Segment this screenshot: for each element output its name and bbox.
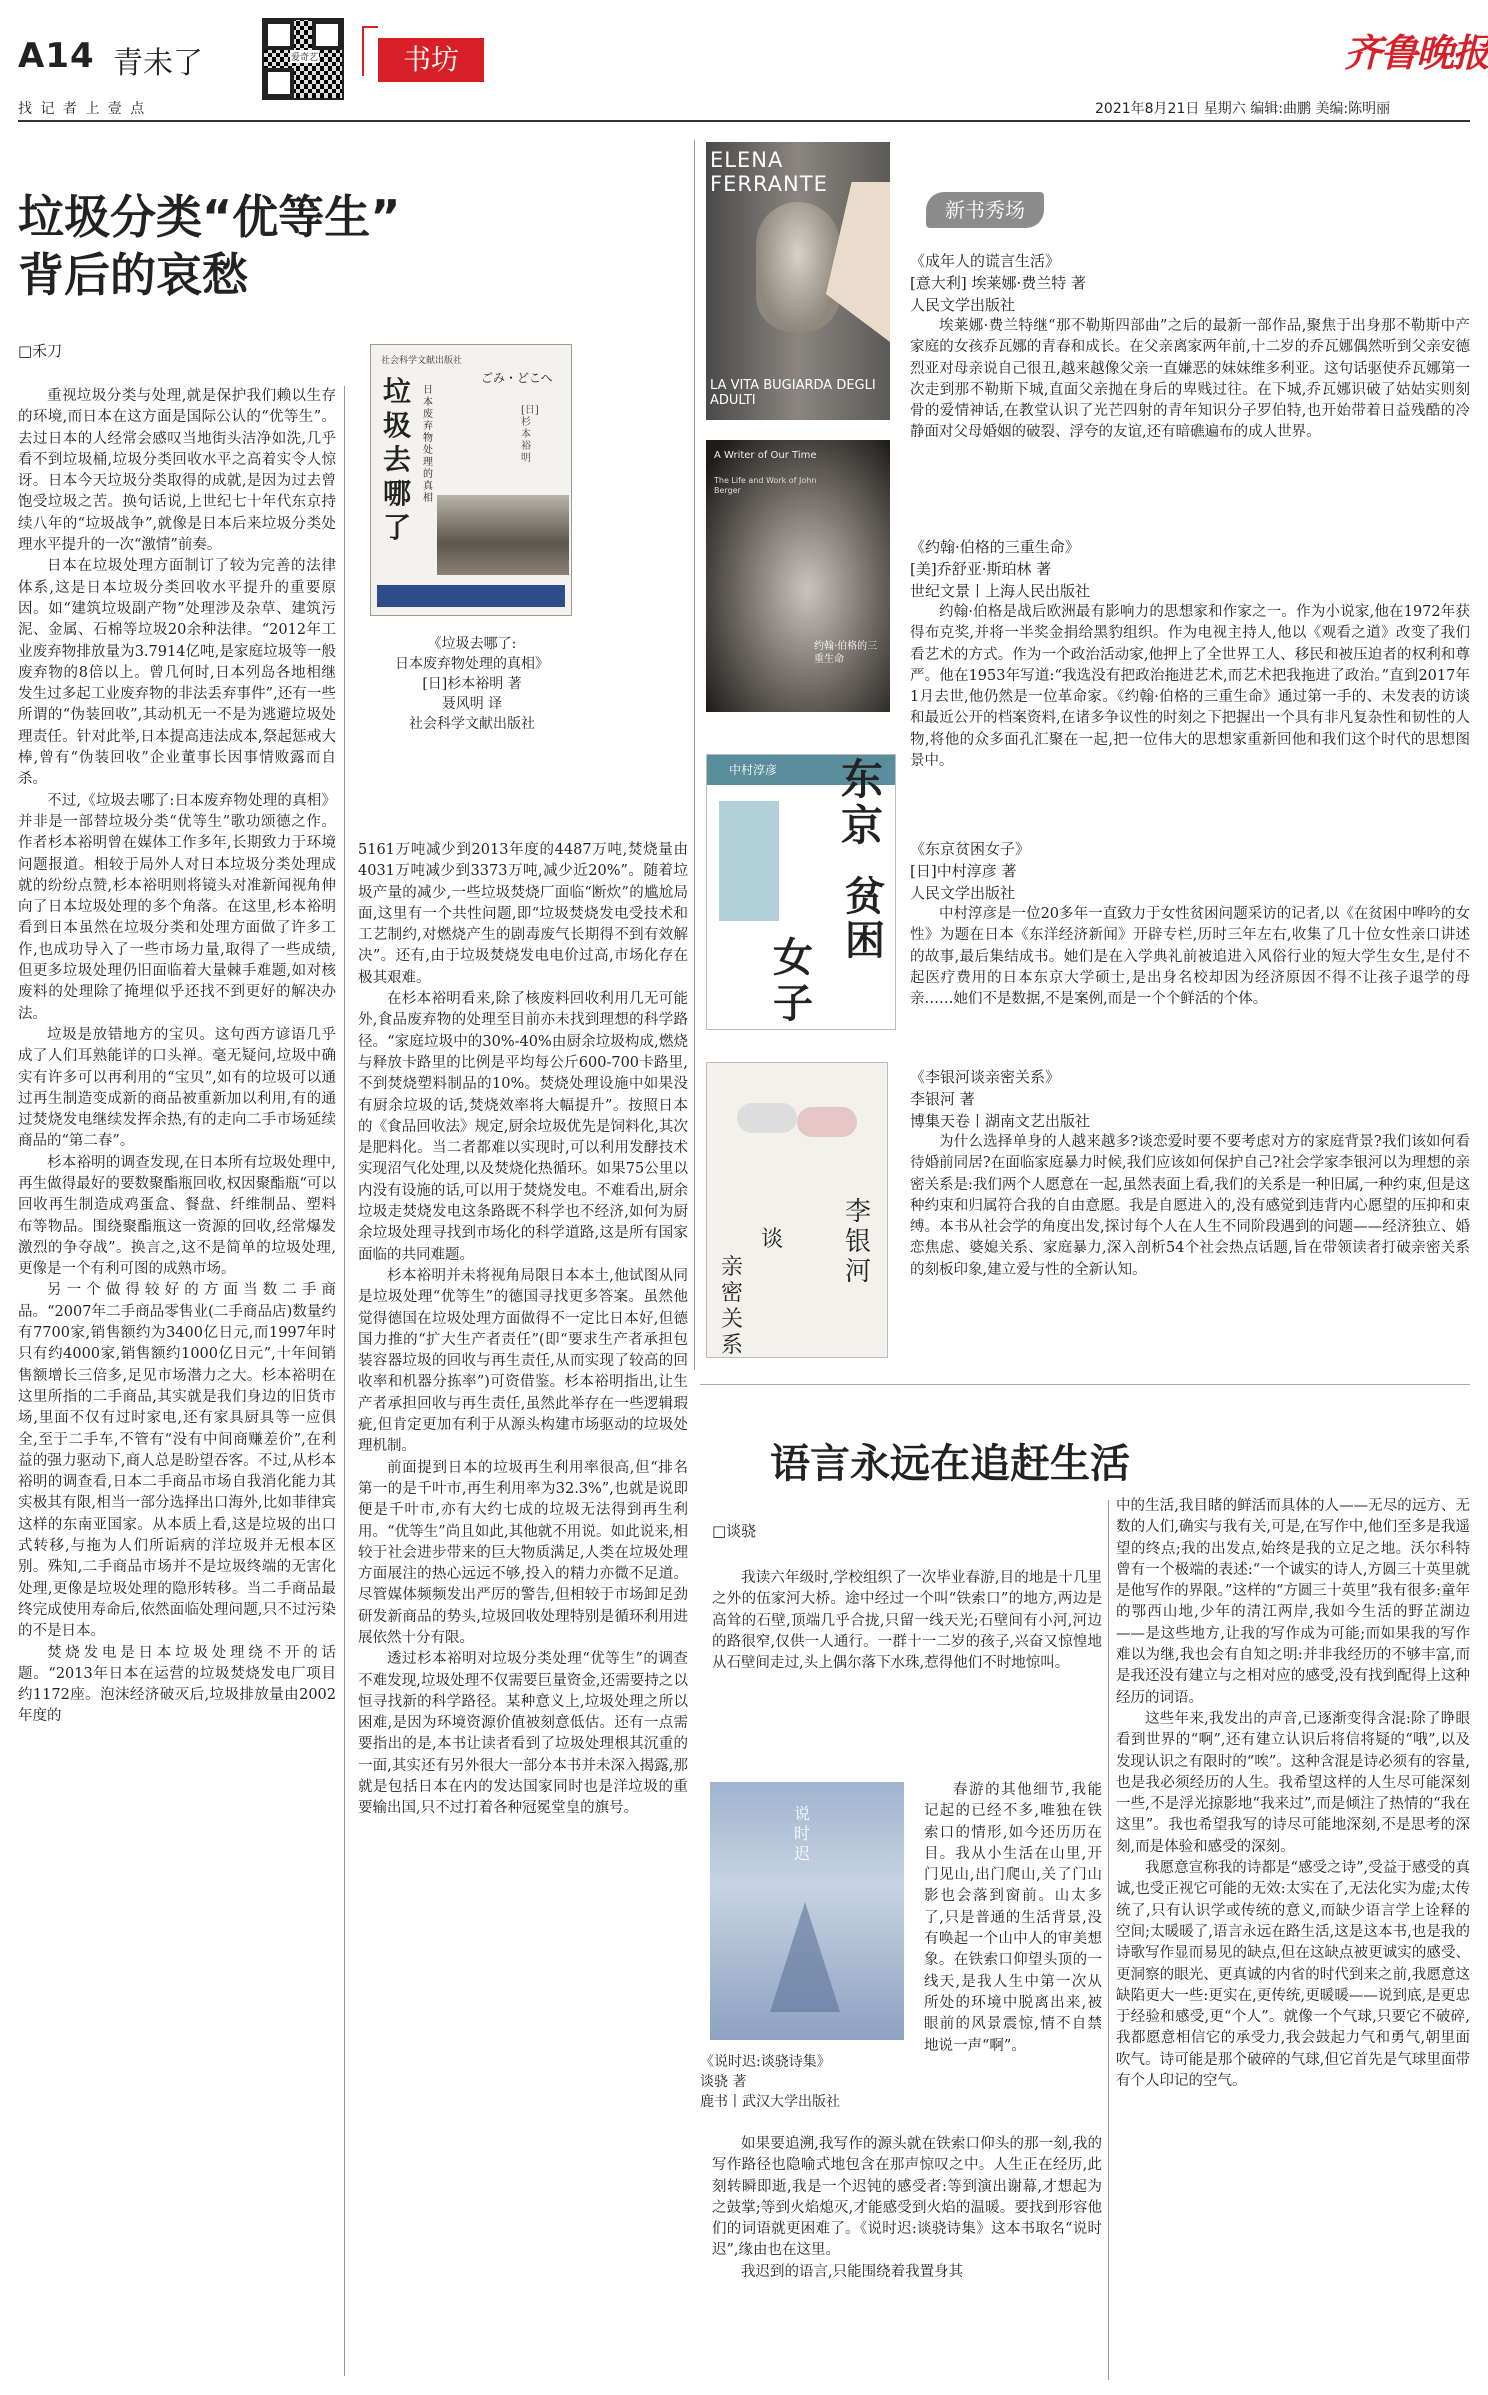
- cover-landfill-photo: [437, 495, 569, 575]
- cover-author: 中村淳彦: [729, 763, 778, 777]
- book-cover-garbage: [370, 344, 572, 616]
- paragraph: 我迟到的语言,只能围绕着我置身其: [741, 2263, 964, 2280]
- cover-author-name: ELENA FERRANTE: [710, 148, 828, 196]
- paragraph: 杉本裕明的调查发现,在日本所有垃圾处理中,再生做得最好的要数聚酯瓶回收,权因聚酯瓶“可以回收再生制造成鸡蛋盒、餐盘、纤维制品、塑料布等物品。围绕聚酯瓶这一资源的回收,经常爆发激烈的争夺战”。换言之,这不是简单的垃圾处理,更像是一个有利可图的成熟市场。: [18, 1154, 336, 1278]
- page-number: A14: [18, 36, 95, 76]
- cover-horse-illustration: [727, 1083, 867, 1173]
- cover-title: 说时迟: [794, 1804, 811, 1863]
- book-title: 《约翰·伯格的三重生命》: [910, 538, 1080, 556]
- tag-bracket-line: [362, 26, 364, 76]
- article2-title: 语言永远在追赶生活: [770, 1441, 1130, 1487]
- caption-author: 谈骁 著: [700, 2074, 747, 2090]
- column-divider: [1108, 1500, 1109, 2380]
- article2-column-2: [1116, 1496, 1470, 2380]
- paragraph: 如果要追溯,我写作的源头就在铁索口仰头的那一刻,我的写作路径也隐喻式地包含在那声惊叹之中。人生正在经历,此刻转瞬即逝,我是一个迟钝的感受者:等到演出谢幕,才想起为之鼓掌;等到火焰熄灭,才能感受到火焰的温暖。要找到形容他们的词语就更困难了。《说时迟:谈骁诗集》这本书取名“说时迟”,缘由也在这里。: [712, 2136, 1102, 2259]
- article1-byline: □禾刀: [18, 342, 63, 360]
- paragraph: 焚烧发电是日本垃圾处理绕不开的话题。“2013年日本在运营的垃圾焚烧发电厂项目约1172座。泡沫经济破灭后,垃圾排放量由2002年度的: [18, 1644, 336, 1725]
- paragraph: 另一个做得较好的方面当数二手商品。“2007年二手商品零售业(二手商品店)数量约有7700家,销售额约为3400亿日元,而1997年时只有约4000家,销售额约1000亿日元”,十年间销售额增长三倍多,足见市场潜力之大。杉本裕明在这里所指的二手商品,其实就是我们身边的旧货市场,里面不仅有过时家电,还有家具厨具等一应俱全,至于二手车,不管有“没有中间商赚差价”,在利益的强力驱动下,商人总是盼望吞客。不过,从杉本裕明的调查看,日本二手商品市场自我消化能力其实极其有限,相当一部分选择出口海外,比如菲律宾这样的东南亚国家。从本质上看,这是垃圾的出口式转移,与拖为人们所诟病的洋垃圾并无根本区别。殊知,二手商品市场并不是垃圾终端的无害化处理,更像是垃圾处理的隐形转移。当二手商品最终完成使用寿命后,依然面临处理问题,只不过污染的不是日本。: [18, 1282, 336, 1640]
- article1-title-line1: 垃圾分类“优等生”: [18, 190, 401, 244]
- article2-top-rule: [700, 1384, 1470, 1385]
- caption-translator: 聂风明 译: [441, 696, 503, 712]
- cover-band: [377, 585, 565, 607]
- cover-author: [日]杉本裕明: [521, 405, 539, 464]
- section-divider: [694, 140, 695, 1370]
- paragraph: 这些年来,我发出的声音,已逐渐变得含混:除了睁眼看到世界的“啊”,还有建立认识后将信将疑的“哦”,以及发现认识之有限时的“唉”。这种含混是诗必须有的容量,也是我必须经历的人生。我希望这样的人生尽可能深刻一些,不是浮光掠影地“我来过”,而是倾注了热情的“我在这里”。我也希望我写的诗尽可能地深刻,不是思考的深刻,而是体验和感受的深刻。: [1116, 1710, 1470, 1855]
- caption-title-1: 《垃圾去哪了:: [427, 636, 517, 652]
- cover-portrait: [756, 202, 840, 332]
- book-description: 埃莱娜·费兰特继“那不勒斯四部曲”之后的最新一部作品,聚焦于出身那不勒斯中产家庭的女孩乔瓦娜的青春和成长。在父亲离家两年前,十二岁的乔瓦娜偶然听到父亲安德烈亚对母亲说自己很丑,越来越像父亲一直嫌恶的妹妹维多利亚。这句话驱使乔瓦娜第一次走到那不勒斯下城,直面父亲抛在身后的卑贱过往。在下城,乔瓦娜识破了姑姑实则刻骨的爱情神话,在教堂认识了光芒四射的青年知识分子罗伯特,也开始带着日益残酷的冷静面对父母婚姻的破裂、浮夸的友谊,还有暗礁遍布的成人世界。: [910, 318, 1470, 441]
- paragraph: 中的生活,我目睹的鲜活而具体的人——无尽的远方、无数的人们,确实与我有关,可是,在写作中,他们至多是我遥望的终点;我的出发点,始终是我的立足之地。沃尔科特曾有一个极端的表述:“一个诚实的诗人,方圆三十英里就是他写作的界限。”这样的“方圆三十英里”我有很多:童年的鄂西山地,少年的清江两岸,我如今生活的野芷湖边——是这些地方,让我的写作成为可能;而如果我的写作难以为继,我也会有自知之明:并非我经历的不够丰富,而是我还没有建立与之相对应的感受,没有找到配得上这种经历的词语。: [1116, 1498, 1470, 1706]
- paragraph: 春游的其他细节,我能记起的已经不多,唯独在铁索口的情形,如今还历历在目。我从小生活在山里,开门见山,出门爬山,关了门山影也会落到窗前。山太多了,只是普通的生活背景,没有唤起一个山中人的审美想象。在铁索口仰望头顶的一线天,是我人生中第一次从所处的环境中脱离出来,被眼前的风景震惊,情不自禁地说一声“啊”。: [924, 1782, 1102, 2054]
- book-title: 《东京贫困女子》: [910, 840, 1031, 858]
- cover-en-title: A Writer of Our Time: [714, 450, 817, 461]
- book-title: 《李银河谈亲密关系》: [910, 1068, 1061, 1086]
- cover-graphic: [719, 801, 779, 921]
- qr-label: 爱奇艺: [290, 50, 319, 63]
- newspaper-logo: 齐鲁晚报: [1344, 30, 1488, 75]
- book-cover-li-yinhe: [706, 1062, 888, 1358]
- caption-author: [日]杉本裕明 著: [422, 676, 522, 692]
- header-rule: [18, 120, 1470, 122]
- article1-caption: [362, 634, 582, 734]
- book-entry-3: [910, 838, 1470, 1010]
- reporter-credits: 找 记 者 上 壹 点: [18, 101, 147, 117]
- article2-byline: □谈骁: [712, 1522, 757, 1540]
- book-entry-4: [910, 1066, 1470, 1281]
- paragraph: 透过杉本裕明对垃圾分类处理“优等生”的调查不难发现,垃圾处理不仅需要巨量资金,还需要持之以恒寻找新的科学路径。某种意义上,垃圾处理之所以困难,是因为环境资源价值被刻意低估。还有一点需要指出的是,本书让读者看到了垃圾处理根其沉重的一面,其实还有另外很大一部分本书并未深入揭露,那就是包括日本在内的发达国家同时也是洋垃圾的重要输出国,只不过打着各种冠冕堂皇的旗号。: [358, 1651, 688, 1817]
- article2-column-1-side: [924, 1780, 1102, 2120]
- book-publisher: 博集天卷丨湖南文艺出版社: [910, 1112, 1091, 1130]
- article1-title-line2: 背后的哀愁: [18, 248, 248, 302]
- cover-subtitle: 日本废弃物处理的真相: [423, 385, 433, 504]
- caption-title: 《说时迟:谈骁诗集》: [700, 2054, 831, 2070]
- article1-column-1: [18, 386, 336, 2380]
- book-cover-ferrante: [706, 142, 890, 420]
- new-books-label: 新书秀场: [926, 192, 1044, 228]
- book-cover-berger: [706, 440, 890, 712]
- qr-code[interactable]: [262, 18, 344, 100]
- book-publisher: 人民文学出版社: [910, 296, 1016, 314]
- paragraph: 日本在垃圾处理方面制订了较为完善的法律体系,这是日本垃圾分类回收水平提升的重要原因。如“建筑垃圾副产物”处理涉及杂草、建筑污泥、金属、石棉等垃圾20余种法律。“2012年工业废弃物排放量为3.7914亿吨,是家庭垃圾等一般废弃物的8倍以上。曾几何时,日本列岛各地相继发生过多起工业废弃物的非法丢弃事件”,还有一些所谓的“伪装回收”,其动机无一不是为逃避垃圾处理责任。针对此举,日本提高违法成本,祭起惩戒大棒,曾有“伪装回收”企业董事长因事情败露而自杀。: [18, 558, 336, 788]
- article2-column-1-top: [712, 1568, 1102, 1770]
- section-tag: 书坊: [378, 38, 484, 82]
- book-author: [日]中村淳彦 著: [910, 862, 1017, 880]
- book-author: [美]乔舒亚·斯珀林 著: [910, 560, 1052, 578]
- paragraph: 前面提到日本的垃圾再生利用率很高,但“排名第一的是千叶市,再生利用率为32.3%”,也就是说即便是千叶市,亦有大约七成的垃圾无法得到再生利用。“优等生”尚且如此,其他就不用说。如此说来,相较于社会进步带来的巨大物质满足,人类在垃圾处理方面展注的热心远远不够,投入的精力亦微不足道。尽管媒体频频发出严厉的警告,但相较于市场卸足劲研发新商品的势头,垃圾回收处理特别是循环利用进展依然十分有限。: [358, 1459, 688, 1646]
- paragraph: 我读六年级时,学校组织了一次毕业春游,目的地是十几里之外的伍家河大桥。途中经过一个叫“铁索口”的地方,两边是高耸的石壁,顶端几乎合拢,只留一线天光;石壁间有小河,河边的路很窄,仅供一人通行。一群十一二岁的孩子,兴奋又惊惶地从石壁间走过,头上偶尔落下水珠,惹得他们不时地惊叫。: [712, 1570, 1102, 1672]
- caption-publisher: 鹿书丨武汉大学出版社: [700, 2094, 840, 2110]
- book-entry-2: [910, 536, 1470, 772]
- cover-char-3: 女子: [773, 934, 813, 1027]
- cover-mountain-graphic: [770, 1902, 840, 2012]
- cover-char-2: 贫困: [845, 873, 885, 964]
- paragraph: 垃圾是放错地方的宝贝。这句西方谚语几乎成了人们耳熟能详的口头禅。毫无疑问,垃圾中确实有许多可以再利用的“宝贝”,如有的垃圾可以通过再生制造变成新的商品被重新加以利用,有的通过焚烧发电继续发挥余热,有的走向二手市场延续商品的“第二春”。: [18, 1026, 336, 1150]
- book-publisher: 人民文学出版社: [910, 884, 1016, 902]
- cover-cn-title: 约翰·伯格的三重生命: [814, 641, 878, 665]
- cover-jp-title: ごみ・どこへ: [481, 371, 553, 385]
- book-description: 为什么选择单身的人越来越多?谈恋爱时要不要考虑对方的家庭背景?我们该如何看待婚前同居?在面临家庭暴力时候,我们应该如何保护自己?社会学家李银河以为理想的亲密关系是:我们两个人愿意在一起,虽然表面上看,我们的关系是一种旧属,一种约束,但是这种约束和归属符合我的自由意愿。我是自愿进入的,没有感觉到违背内心愿望的压抑和束缚。本书从社会学的角度出发,探讨每个人在人生不同阶段遇到的问题——经济独立、婚恋焦虑、婆媳关系、家庭暴力,深入剖析54个社会热点话题,旨在带领读者打破亲密关系的刻板印象,建立爱与性的全新认知。: [910, 1134, 1470, 1278]
- book-cover-poems: [710, 1782, 904, 2040]
- cover-paper-tear: [826, 182, 890, 342]
- book-description: 中村淳彦是一位20多年一直致力于女性贫困问题采访的记者,以《在贫困中哗吟的女性》为题在日本《东洋经济新闻》开辟专栏,历时三年左右,收集了几十位女性亲口讲述的故事,最后集结成书。她们是在入学典礼前被追进入风俗行业的短大学生女生,是付不起医疗费用的日本东京大学硕士,是出身名校却因为经济原因不得不让孩子退学的母亲……她们不是数据,不是案例,而是一个个鲜活的个体。: [910, 906, 1470, 1008]
- book-title: 《成年人的谎言生活》: [910, 252, 1061, 270]
- article1-column-2: [358, 840, 688, 2380]
- book-entry-1: [910, 250, 1470, 444]
- paragraph: 重视垃圾分类与处理,就是保护我们赖以生存的环境,而日本在这方面是国际公认的“优等生”。去过日本的人经常会感叹当地街头洁净如洗,几乎看不到垃圾桶,垃圾分类回收水平之高着实令人惊讶。日本今天垃圾分类取得的成就,是因为过去曾饱受垃圾之苦。换句话说,上世纪七十年代东京持续八年的“垃圾战争”,就像是日本后来垃圾分类处理水平提升的一次“激情”前奏。: [18, 388, 336, 554]
- article2-column-1-bottom: [712, 2134, 1102, 2380]
- paragraph: 在杉本裕明看来,除了核废料回收利用几无可能外,食品废弃物的处理至目前亦未找到理想的科学路径。“家庭垃圾中的30%-40%由厨余垃圾构成,燃烧与释放卡路里的比例是平均每公斤600-700卡路里,不到焚烧塑料制品的10%。焚烧处理设施中如果没有厨余垃圾的话,焚烧效率将大幅提升”。按照日本的《食品回收法》规定,厨余垃圾优先是饲料化,其次是肥料化。当二者都难以实现时,可以利用发酵技术实现沼气化处理,以及焚烧化热循环。如果75公里以内没有设施的话,可以用于焚烧发电。不难看出,厨余垃圾走焚烧发电这条路既不科学也不经济,如何为厨余垃圾处理寻找到市场化的科学道路,这是所有国家面临的共同难题。: [358, 991, 688, 1263]
- article2-caption: [700, 2052, 914, 2112]
- cover-title: 亲密关系: [721, 1255, 744, 1358]
- book-description: 约翰·伯格是战后欧洲最有影响力的思想家和作家之一。作为小说家,他在1972年获得布克奖,并将一半奖金捐给黑豹组织。作为电视主持人,他以《观看之道》改变了我们看艺术的方式。作为一个政治活动家,他押上了全世界工人、移民和被压迫者的权利和尊严。他在1953年写道:“我选没有把政治拖进艺术,而艺术把我拖进了政治。”直到2017年1月去世,他仍然是一位革命家。《约翰·伯格的三重生命》通过第一手的、未发表的访谈和最近公开的档案资料,在诸多争议性的时刻之下把握出一个具有非凡复杂性和韧性的人物,将他的众多面孔汇聚在一起,把一位伟大的思想家重新回他和我们这个时代的思想图景中。: [910, 604, 1470, 770]
- cover-author: 李银河: [845, 1197, 872, 1287]
- cover-title: 垃圾去哪了: [383, 375, 412, 544]
- date-editor-line: 2021年8月21日 星期六 编辑:曲鹏 美编:陈明丽: [1095, 101, 1391, 117]
- section-name: 青未了: [113, 46, 203, 81]
- paragraph: 我愿意宣称我的诗都是“感受之诗”,受益于感受的真诚,也受正视它可能的无效:太实在了,无法化实为虚;太传统了,只有认识学或传统的意义,而缺少语言学上诠释的空间;太暖暖了,语言永远在路生活,这是这本书,也是我的诗歌写作显而易见的缺点,但在这缺点被更诚实的感受、更洞察的眼光、更真诚的内省的时代到来之前,我愿意这缺陷更大一些:更实在,更传统,更暖暖——说到底,是更忠于经验和感受,更“个人”。就像一个气球,只要它不破碎,我都愿意相信它的承受力,我会鼓起力气和勇气,朝里面吹气。诗可能是那个破碎的气球,但它首先是气球里面带有个人印记的空气。: [1116, 1860, 1470, 2090]
- article1-title: [18, 188, 400, 304]
- caption-title-2: 日本废弃物处理的真相》: [395, 656, 549, 672]
- book-cover-tokyo: [706, 754, 896, 1030]
- book-publisher: 世纪文景丨上海人民出版社: [910, 582, 1091, 600]
- cover-char-1: 东京: [841, 755, 884, 850]
- cover-publisher-mark: 社会科学文献出版社: [381, 356, 463, 366]
- paragraph: 杉本裕明并未将视角局限日本本土,他试图从同是垃圾处理“优等生”的德国寻找更多答案。虽然他觉得德国在垃圾处理方面做得不一定比日本好,但德国力推的“扩大生产者责任”(即“要求生产者承担包装容器垃圾的回收与再生责任,从而实现了较高的回收率和机器分拣率”)可资借鉴。杉本裕明指出,让生产者承担回收与再生责任,虽然此举存在一些逻辑瑕疵,但肯定更加有利于从源头构建市场驱动的垃圾处理机制。: [358, 1267, 688, 1455]
- cover-char-tan: 谈: [761, 1227, 784, 1252]
- paragraph: 不过,《垃圾去哪了:日本废弃物处理的真相》并非是一部替垃圾分类“优等生”歌功颂德之作。作者杉本裕明曾在媒体工作多年,长期致力于环境问题报道。相较于局外人对日本垃圾分类处理成就的纷纷点赞,杉本裕明则将镜头对准新闻视角伸向了日本垃圾处理的多个角落。在这里,杉本裕明看到日本虽然在垃圾分类和处理方面做了许多工作,也成功导入了一些市场力量,取得了一些成绩,但更多垃圾处理仍旧面临着大量棘手难题,如对核废料的处理除了掩埋似乎还找不到更好的解决办法。: [18, 792, 336, 1022]
- cover-en-subtitle: The Life and Work of John Berger: [714, 476, 817, 495]
- book-author: 李银河 著: [910, 1090, 975, 1108]
- cover-book-title: LA VITA BUGIARDA DEGLI ADULTI: [710, 378, 876, 408]
- tag-bracket-top: [362, 26, 378, 28]
- column-divider: [344, 386, 345, 2376]
- book-author: [意大利] 埃莱娜·费兰特 著: [910, 274, 1087, 292]
- caption-publisher: 社会科学文献出版社: [409, 716, 535, 732]
- paragraph: 5161万吨减少到2013年度的4487万吨,焚烧量由4031万吨减少到3373万吨,减少近20%”。随着垃圾产量的减少,一些垃圾焚烧厂面临“断炊”的尴尬局面,这里有一个共性问题,即“垃圾焚烧发电受技术和工艺制约,对燃烧产生的剧毒废气长期得不到有效解决”。还有,由于垃圾焚烧发电电价过高,市场化存在极其艰难。: [358, 842, 688, 986]
